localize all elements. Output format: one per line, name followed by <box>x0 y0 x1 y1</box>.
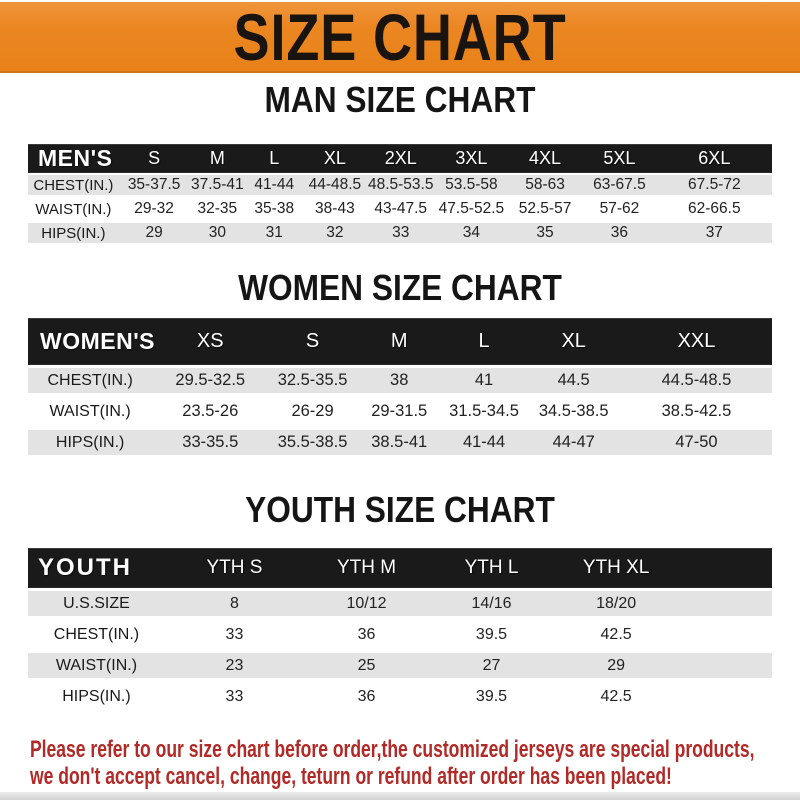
size-value-cell: 31.5-34.5 <box>442 396 527 427</box>
row-label: HIPS(IN.) <box>28 427 152 458</box>
size-value-cell: 39.5 <box>429 681 554 712</box>
size-value-cell: 67.5-72 <box>657 173 772 197</box>
size-value-cell: 18/20 <box>554 588 678 619</box>
size-value-cell: 58-63 <box>508 173 582 197</box>
size-value-cell: 63-67.5 <box>582 173 656 197</box>
size-value-cell: 35 <box>508 221 582 245</box>
size-value-cell: 42.5 <box>554 619 678 650</box>
row-label: WAIST(IN.) <box>28 197 119 221</box>
size-column-header: 3XL <box>435 144 508 173</box>
row-filler-cell <box>678 650 772 681</box>
size-column-header: XL <box>526 318 620 365</box>
size-column-header: S <box>119 144 190 173</box>
table-row <box>28 197 772 221</box>
size-column-header: 2XL <box>367 144 435 173</box>
size-value-cell: 27 <box>429 650 554 681</box>
size-column-header: YTH L <box>429 548 554 588</box>
row-label: CHEST(IN.) <box>28 365 152 396</box>
size-value-cell: 8 <box>165 588 304 619</box>
table-row <box>28 588 772 619</box>
row-label: WAIST(IN.) <box>28 396 152 427</box>
youth-section-heading <box>0 489 800 530</box>
size-value-cell: 25 <box>304 650 429 681</box>
size-column-header: YTH M <box>304 548 429 588</box>
size-column-header: L <box>442 318 527 365</box>
size-value-cell: 62-66.5 <box>657 197 772 221</box>
size-value-cell: 29-32 <box>119 197 190 221</box>
size-table-1 <box>28 318 772 458</box>
size-column-header: XS <box>152 318 268 365</box>
size-value-cell: 23 <box>165 650 304 681</box>
table-row <box>28 619 772 650</box>
size-value-cell: 47.5-52.5 <box>435 197 508 221</box>
size-value-cell: 38-43 <box>303 197 366 221</box>
size-column-header: M <box>189 144 245 173</box>
size-table-2 <box>28 548 772 712</box>
row-filler-cell <box>678 588 772 619</box>
size-column-header: YTH S <box>165 548 304 588</box>
size-column-header: M <box>357 318 442 365</box>
size-value-cell: 33 <box>165 619 304 650</box>
size-value-cell: 10/12 <box>304 588 429 619</box>
size-value-cell: 34.5-38.5 <box>526 396 620 427</box>
table-row <box>28 427 772 458</box>
size-table-0 <box>28 144 772 245</box>
size-value-cell: 34 <box>435 221 508 245</box>
bottom-edge-strip <box>0 792 800 800</box>
size-value-cell: 44.5 <box>526 365 620 396</box>
size-value-cell: 57-62 <box>582 197 656 221</box>
men-section-heading <box>0 79 800 120</box>
size-header-row <box>28 548 772 588</box>
row-label: HIPS(IN.) <box>28 221 119 245</box>
size-value-cell: 52.5-57 <box>508 197 582 221</box>
size-value-cell: 39.5 <box>429 619 554 650</box>
row-filler-cell <box>678 619 772 650</box>
table-title-cell: MEN'S <box>28 144 119 173</box>
size-value-cell: 29.5-32.5 <box>152 365 268 396</box>
size-header-row <box>28 318 772 365</box>
size-value-cell: 44-47 <box>526 427 620 458</box>
size-value-cell: 38.5-42.5 <box>621 396 772 427</box>
size-value-cell: 36 <box>304 681 429 712</box>
size-column-header: 5XL <box>582 144 656 173</box>
size-value-cell: 35-37.5 <box>119 173 190 197</box>
youth-section-heading-text: YOUTH SIZE CHART <box>245 489 555 530</box>
size-value-cell: 33 <box>165 681 304 712</box>
size-header-row <box>28 144 772 173</box>
banner <box>0 2 800 73</box>
size-value-cell: 47-50 <box>621 427 772 458</box>
size-value-cell: 41-44 <box>245 173 303 197</box>
women-size-table <box>28 318 772 458</box>
size-value-cell: 29-31.5 <box>357 396 442 427</box>
notice-line-2 <box>30 763 800 790</box>
size-value-cell: 29 <box>554 650 678 681</box>
size-value-cell: 35-38 <box>245 197 303 221</box>
notice-line-1-text: Please refer to our size chart before order,the customized jerseys are special products, <box>30 736 755 763</box>
table-row <box>28 396 772 427</box>
row-label: CHEST(IN.) <box>28 619 165 650</box>
size-value-cell: 23.5-26 <box>152 396 268 427</box>
size-value-cell: 35.5-38.5 <box>268 427 357 458</box>
notice-line-1 <box>30 736 800 763</box>
table-row <box>28 173 772 197</box>
men-section-heading-text: MAN SIZE CHART <box>264 79 536 120</box>
size-value-cell: 26-29 <box>268 396 357 427</box>
size-value-cell: 37 <box>657 221 772 245</box>
size-value-cell: 37.5-41 <box>189 173 245 197</box>
size-value-cell: 33-35.5 <box>152 427 268 458</box>
size-value-cell: 14/16 <box>429 588 554 619</box>
table-row <box>28 365 772 396</box>
footer-notice <box>30 736 800 790</box>
notice-line-2-text: we don't accept cancel, change, teturn or refund after order has been placed! <box>30 763 672 790</box>
women-section-heading-text: WOMEN SIZE CHART <box>238 267 562 308</box>
banner-title: SIZE CHART <box>233 0 567 74</box>
table-row <box>28 681 772 712</box>
size-column-header: S <box>268 318 357 365</box>
size-value-cell: 30 <box>189 221 245 245</box>
size-value-cell: 32-35 <box>189 197 245 221</box>
header-filler-cell <box>678 548 772 588</box>
row-filler-cell <box>678 681 772 712</box>
size-column-header: 6XL <box>657 144 772 173</box>
size-value-cell: 38.5-41 <box>357 427 442 458</box>
row-label: U.S.SIZE <box>28 588 165 619</box>
size-value-cell: 36 <box>582 221 656 245</box>
size-column-header: 4XL <box>508 144 582 173</box>
size-value-cell: 44-48.5 <box>303 173 366 197</box>
table-row <box>28 221 772 245</box>
size-value-cell: 42.5 <box>554 681 678 712</box>
size-value-cell: 32.5-35.5 <box>268 365 357 396</box>
size-column-header: XL <box>303 144 366 173</box>
youth-size-table <box>28 548 772 712</box>
row-label: CHEST(IN.) <box>28 173 119 197</box>
size-value-cell: 33 <box>367 221 435 245</box>
size-column-header: L <box>245 144 303 173</box>
men-size-table <box>28 144 772 245</box>
size-column-header: XXL <box>621 318 772 365</box>
table-title-cell: YOUTH <box>28 548 165 588</box>
size-value-cell: 43-47.5 <box>367 197 435 221</box>
size-column-header: YTH XL <box>554 548 678 588</box>
row-label: WAIST(IN.) <box>28 650 165 681</box>
row-label: HIPS(IN.) <box>28 681 165 712</box>
table-row <box>28 650 772 681</box>
size-value-cell: 32 <box>303 221 366 245</box>
size-value-cell: 36 <box>304 619 429 650</box>
size-value-cell: 41 <box>442 365 527 396</box>
size-value-cell: 31 <box>245 221 303 245</box>
women-section-heading <box>0 267 800 308</box>
size-value-cell: 29 <box>119 221 190 245</box>
table-title-cell: WOMEN'S <box>28 318 152 365</box>
size-value-cell: 44.5-48.5 <box>621 365 772 396</box>
size-value-cell: 38 <box>357 365 442 396</box>
size-value-cell: 53.5-58 <box>435 173 508 197</box>
size-value-cell: 41-44 <box>442 427 527 458</box>
size-value-cell: 48.5-53.5 <box>367 173 435 197</box>
